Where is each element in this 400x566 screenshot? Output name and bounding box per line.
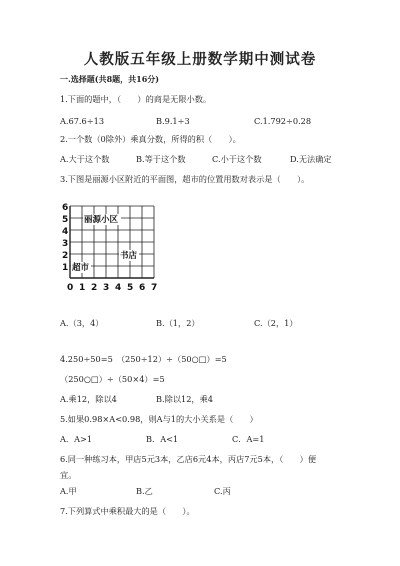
question-6-option-c: C.丙 [214,486,231,496]
map-grid-figure [62,200,172,299]
question-2-stem: 2.一个数（0除外）乘真分数，所得的积（ ）。 [60,134,241,144]
question-2-option-d: D.无法确定 [290,154,332,164]
question-7-stem: 7.下列算式中乘积最大的是（ ）。 [60,506,195,516]
section-title: 一.选择题(共8题，共16分) [60,74,160,84]
grid-x-label: 4 [115,283,122,293]
grid-y-label: 1 [62,263,69,273]
grid-x-label: 7 [151,283,158,293]
grid-y-label: 2 [62,251,69,261]
question-3-option-b: B.（1，2） [156,318,200,328]
place-label: 超市 [72,263,90,273]
grid-x-label: 6 [139,283,146,293]
question-3-stem: 3.下图是丽源小区附近的平面图，超市的位置用数对表示是（ ）。 [60,174,310,184]
question-1-stem: 1.下面的题中，（ ）的商是无限小数。 [60,94,212,104]
question-5-stem: 5.如果0.98×A<0.98，则A与1的大小关系是（ ） [60,414,258,424]
question-5-option-a: A．A>1 [60,434,93,444]
grid-x-label: 0 [67,283,74,293]
question-6-option-a: A.甲 [60,486,77,496]
question-2-option-a: A.大于这个数 [60,154,110,164]
question-2-option-c: C.小于这个数 [212,154,262,164]
grid-y-label: 4 [62,227,69,237]
question-6-option-b: B.乙 [136,486,153,496]
grid-y-label: 6 [62,203,69,213]
question-6-stem-line1: 6.同一种练习本，甲店5元3本，乙店6元4本，丙店7元5本，（ ）便 [60,454,317,464]
question-4-option-b: B.除以12，乘4 [156,394,213,404]
question-1-option-a: A.67.6÷13 [60,116,105,126]
question-4-stem-line2: （250○□）÷（50×4）=5 [60,374,165,384]
grid-x-label: 2 [91,283,98,293]
question-5-option-b: B．A<1 [146,434,179,444]
question-3-option-c: C.（2，1） [254,318,298,328]
place-label: 丽源小区 [84,215,119,225]
grid-y-label: 3 [62,239,69,249]
question-6-stem-line2: 宜。 [60,470,77,480]
grid-x-label: 5 [127,283,134,293]
place-label: 书店 [120,251,138,261]
question-5-option-c: C．A=1 [232,434,265,444]
question-4-stem-line1: 4.250÷50=5 （250÷12）÷（50○□）=5 [60,354,227,364]
question-1-option-b: B.9.1÷3 [156,116,190,126]
question-4-option-a: A.乘12，除以4 [60,394,117,404]
question-1-option-c: C.1.792÷0.28 [254,116,312,126]
grid-x-label: 1 [79,283,86,293]
grid-y-label: 5 [62,215,69,225]
question-3-option-a: A.（3，4） [60,318,104,328]
page-title: 人教版五年级上册数学期中测试卷 [83,51,317,68]
question-2-option-b: B.等于这个数 [136,154,186,164]
grid-x-label: 3 [103,283,110,293]
map-grid [62,200,172,295]
